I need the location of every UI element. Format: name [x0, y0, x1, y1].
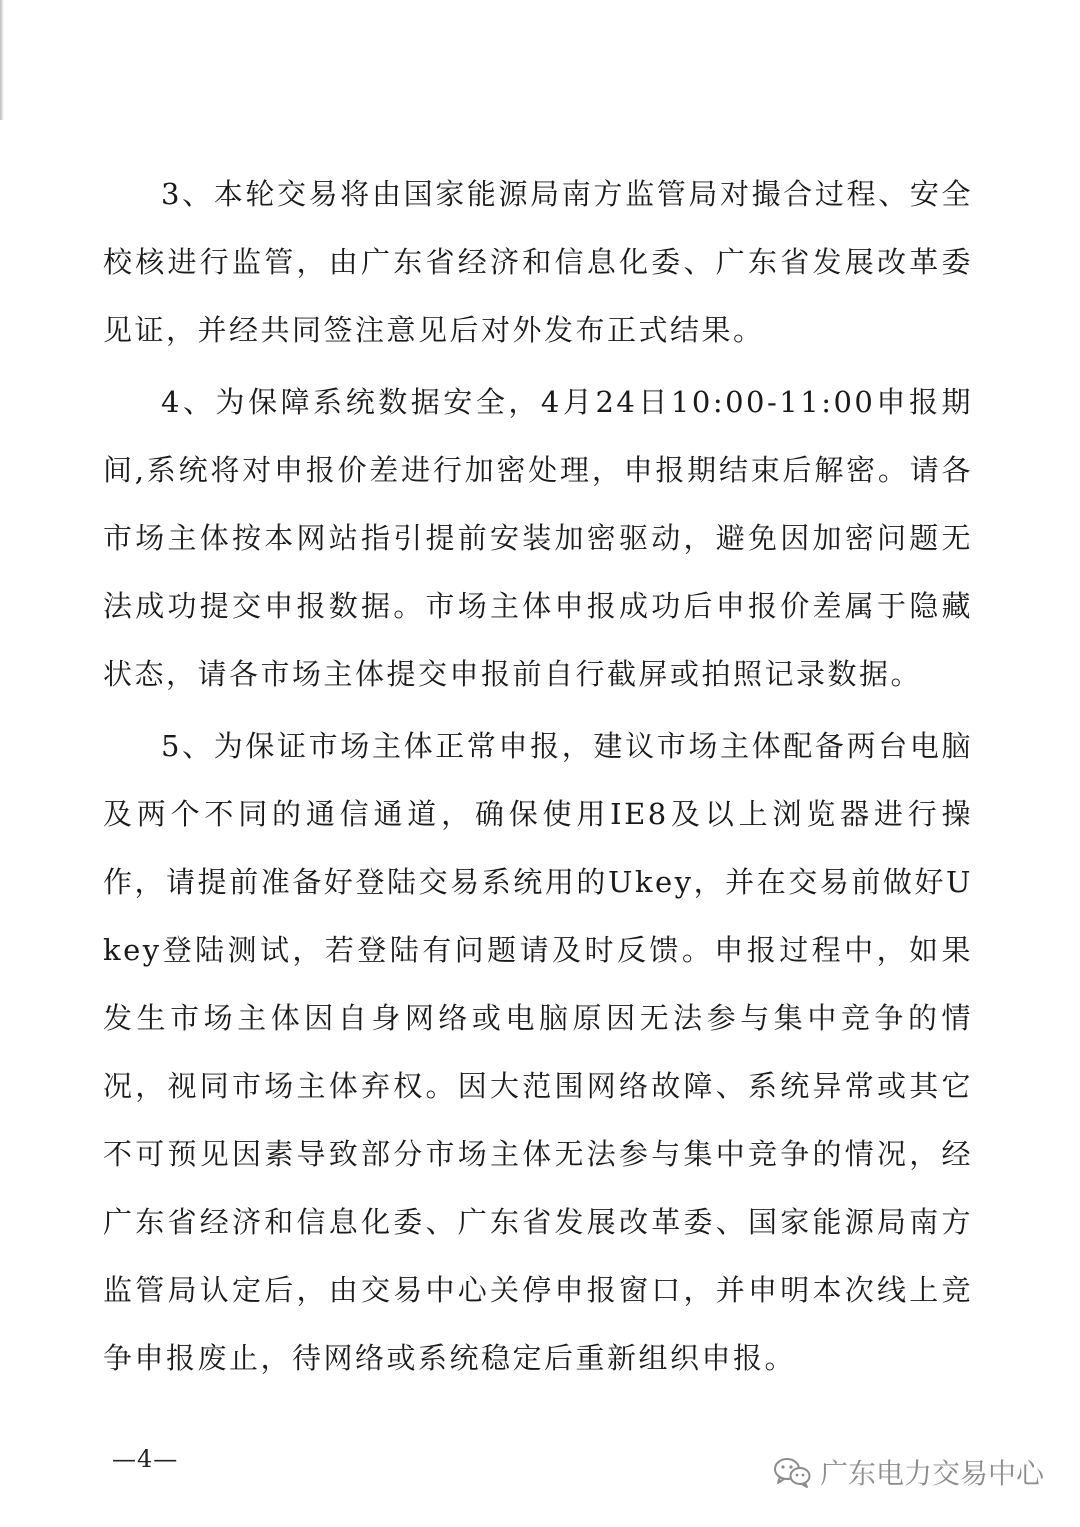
paragraph-item-3: 3、本轮交易将由国家能源局南方监管局对撮合过程、安全校核进行监管，由广东省经济和信息化委、广东省发展改革委见证，并经共同签注意见后对外发布正式结果。 [103, 177, 973, 347]
watermark-text: 广东电力交易中心 [819, 1457, 1044, 1490]
paragraph-item-4: 4、为保障系统数据安全，4月24日10:00-11:00申报期间,系统将对申报价差进行加密处理，申报期结束后解密。请各市场主体按本网站指引提前安装加密驱动，避免因加密问题无法成功提交申报数据。市场主体申报成功后申报价差属于隐藏状态，请各市场主体提交申报前自行截屏或拍照记录数据。 [103, 385, 973, 691]
page-number: —4— [112, 1445, 179, 1473]
watermark [772, 1452, 1044, 1492]
paragraph-item-5: 5、为保证市场主体正常申报，建议市场主体配备两台电脑及两个不同的通信通道，确保使用IE8及以上浏览器进行操作，请提前准备好登陆交易系统用的Ukey，并在交易前做好Ukey登陆测试，若登陆有问题请及时反馈。申报过程中，如果发生市场主体因自身网络或电脑原因无法参与集中竞争的情况，视同市场主体弃权。因大范围网络故障、系统异常或其它不可预见因素导致部分市场主体无法参与集中竞争的情况，经广东省经济和信息化委、广东省发展改革委、国家能源局南方监管局认定后，由交易中心关停申报窗口，并申明本次线上竞争申报废止，待网络或系统稳定后重新组织申报。 [103, 729, 973, 1375]
scan-edge-shadow [0, 0, 4, 120]
document-body [103, 160, 973, 1396]
wechat-icon [772, 1456, 812, 1488]
